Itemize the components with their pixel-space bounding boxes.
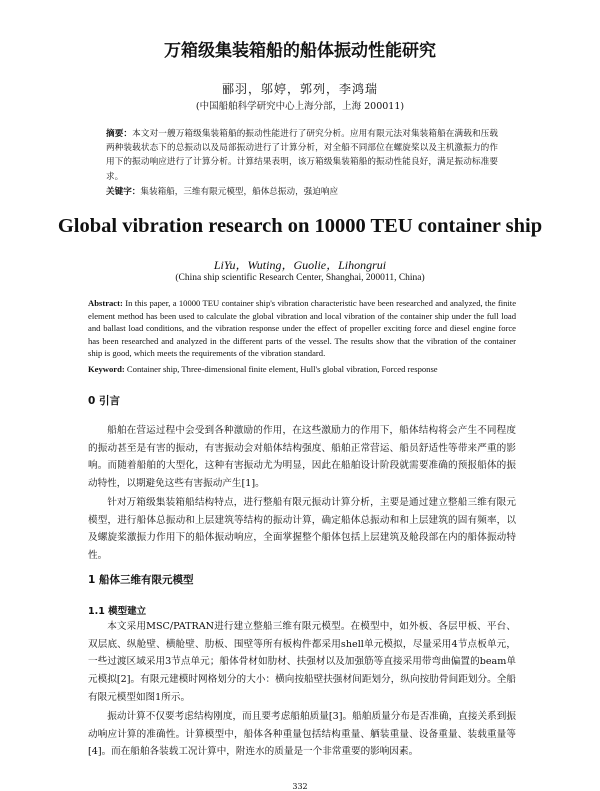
affiliation-en: (China ship scientific Research Center, Shanghai, 200011, China) (175, 273, 425, 283)
keywords-cn-text: 集装箱船，三维有限元模型，船体总振动，强迫响应 (140, 187, 339, 197)
keywords-en (88, 364, 516, 374)
abstract-en-label: Abstract: (88, 298, 123, 308)
keywords-cn-label: 关键字： (106, 187, 141, 197)
abstract-cn-label: 摘要： (106, 129, 133, 139)
subsection-heading-model-building: 1.1 模型建立 (88, 606, 147, 617)
abstract-cn-text: 本文对一艘万箱级集装箱船的振动性能进行了研究分析。应用有限元法对集装箱船在满载和压载两种装载状态下的总振动以及局部振动进行了计算分析，对全船不同部位在螺旋桨以及主机激振力的作用下的振动响应进行了计算分析。计算结果表明，该万箱级集装箱船的振动性能良好，满足振动标准要求。 (106, 129, 498, 182)
authors-en: LiYu，Wuting，Guolie，Lihongrui (213, 258, 387, 272)
paper-title-cn: 万箱级集装箱船的船体振动性能研究 (164, 41, 436, 61)
keywords-en-text: Container ship, Three-dimensional finite element, Hull's global vibration, Forced response (126, 364, 438, 374)
affiliation-cn: (中国船舶科学研究中心上海分部，上海 200011) (195, 101, 405, 112)
keywords-en-label: Keyword: (88, 364, 125, 374)
model-paragraph-2: 振动计算不仅要考虑结构刚度，而且要考虑船舶质量[3]。船舶质量分布是否准确，直接关系到振动响应计算的准确性。计算模型中，船体各种重量包括结构重量、舾装重量、设备重量、装载重量等[4]。而在船舶各装载工况计算中，附连水的质量是一个非常重要的影响因素。 (88, 711, 516, 758)
abstract-cn (106, 127, 498, 184)
intro-paragraph-2: 针对万箱级集装箱船结构特点，进行整船有限元振动计算分析，主要是通过建立整船三维有限元模型，进行船体总振动和上层建筑等结构的振动计算，确定船体总振动和和上层建筑的固有频率，以及螺旋桨激振力作用下的船体振动响应，全面掌握整个船体包括上层建筑及舱段部在内的船体振动特性。 (88, 497, 516, 562)
model-paragraph-1: 本文采用MSC/PATRAN进行建立整船三维有限元模型。在模型中，如外板、各层甲板、平台、双层底、纵舱壁、横舱壁、肋板、围壁等所有板构件都采用shell单元模拟，尽量采用4节点板单元，一些过渡区域采用3节点单元；船体骨材如肋材、扶强材以及加强筋等直接采用带弯曲偏置的beam单元模拟[2]。有限元建模时网格划分的大小：横向按船壁扶强材间距划分，纵向按肋骨间距划分。全船有限元模型如图1所示。 (88, 621, 516, 703)
section-heading-fe-model: 1 船体三维有限元模型 (88, 574, 194, 586)
abstract-en-text: In this paper, a 10000 TEU container ship's vibration characteristic have been researched and analyzed, the finite element method has been used to calculate the global vibration and local vibration of the container ship under the full load and ballast load conditions, and the vibration response under the effect of propeller exciting force and diesel engine force has been researched and analyzed in the different parts of the vessel. The results show that the vibration of the container ship is good, which meets the requirements of the vibration standard. (88, 298, 517, 359)
paper-title-en: Global vibration research on 10000 TEU container ship (57, 215, 543, 237)
keywords-cn (106, 185, 498, 197)
section-heading-introduction: 0 引言 (88, 395, 120, 407)
authors-cn: 郦羽，邬婷，郭列，李鸿瑞 (221, 82, 378, 96)
intro-paragraph-1: 船舶在营运过程中会受到各种激励的作用，在这些激励力的作用下，船体结构将会产生不同程度的振动甚至是有害的振动，有害振动会对船体结构强度、船舶正常营运、船员舒适性等带来严重的影响。而随着船舶的大型化，这种有害振动尤为明显，因此在船舶设计阶段就需要准确的预报船体的振动特性，以期避免这些有害振动产生[1]。 (88, 425, 516, 490)
page-number: 332 (292, 782, 308, 791)
abstract-en (88, 297, 516, 360)
